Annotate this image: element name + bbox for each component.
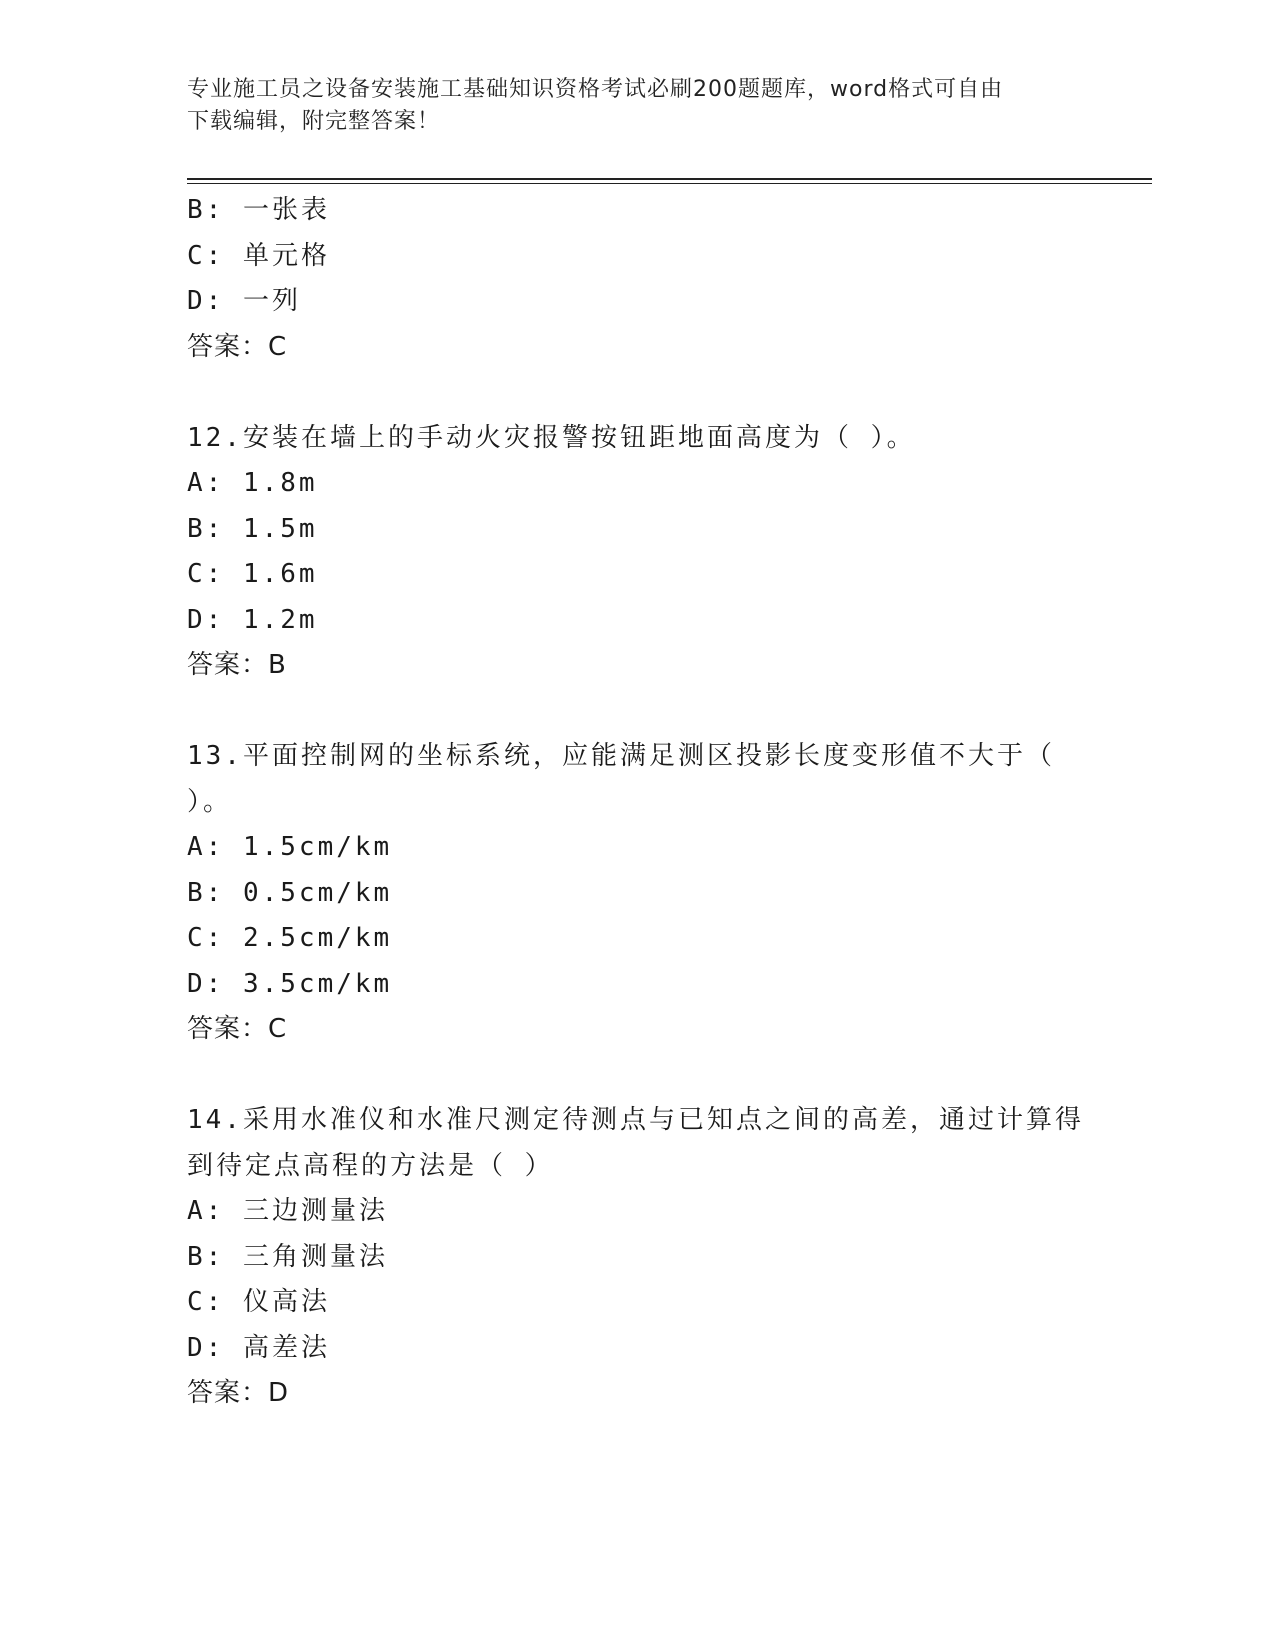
question-text-line-1: 13.平面控制网的坐标系统，应能满足测区投影长度变形值不大于（ — [187, 741, 1055, 771]
answer-line: 答案：D — [187, 1378, 290, 1408]
question-14 — [187, 1098, 1087, 1417]
header-title-line-2: 下载编辑，附完整答案！ — [187, 109, 441, 134]
question-text: 12.安装在墙上的手动火灾报警按钮距地面高度为（ ）。 — [187, 422, 916, 453]
question-list — [187, 188, 1087, 1417]
spacer — [187, 370, 1087, 416]
question-12 — [187, 416, 1087, 689]
option-b: B: 一张表 — [187, 195, 330, 225]
question-text-line-2: ）。 — [187, 786, 233, 817]
spacer — [187, 1053, 1087, 1099]
option-b: B: 1.5m — [187, 513, 318, 544]
option-b: B: 三角测量法 — [187, 1241, 388, 1272]
document-header — [187, 74, 1067, 138]
option-b: B: 0.5cm/km — [187, 877, 393, 908]
header-divider-thin — [187, 183, 1152, 184]
option-a: A: 1.5cm/km — [187, 832, 393, 862]
option-d: D: 3.5cm/km — [187, 968, 393, 999]
option-a: A: 三边测量法 — [187, 1196, 388, 1226]
question-13 — [187, 734, 1087, 1053]
spacer — [187, 689, 1087, 735]
option-d: D: 高差法 — [187, 1332, 330, 1363]
option-c: C: 单元格 — [187, 240, 330, 271]
answer-line: 答案：C — [187, 331, 288, 362]
answer-line: 答案：B — [187, 650, 287, 680]
question-text-line-1: 14.采用水准仪和水准尺测定待测点与已知点之间的高差，通过计算得 — [187, 1105, 1084, 1135]
question-11 — [187, 188, 1087, 370]
header-divider-thick — [187, 178, 1152, 180]
option-c: C: 1.6m — [187, 559, 318, 589]
option-c: C: 2.5cm/km — [187, 923, 393, 953]
answer-line: 答案：C — [187, 1014, 288, 1044]
option-d: D: 一列 — [187, 286, 301, 316]
option-d: D: 1.2m — [187, 604, 318, 635]
header-title-line-1: 专业施工员之设备安装施工基础知识资格考试必刷200题题库，word格式可自由 — [187, 77, 1004, 102]
option-c: C: 仪高法 — [187, 1287, 330, 1317]
option-a: A: 1.8m — [187, 468, 318, 498]
question-text-line-2: 到待定点高程的方法是（ ） — [187, 1150, 554, 1181]
